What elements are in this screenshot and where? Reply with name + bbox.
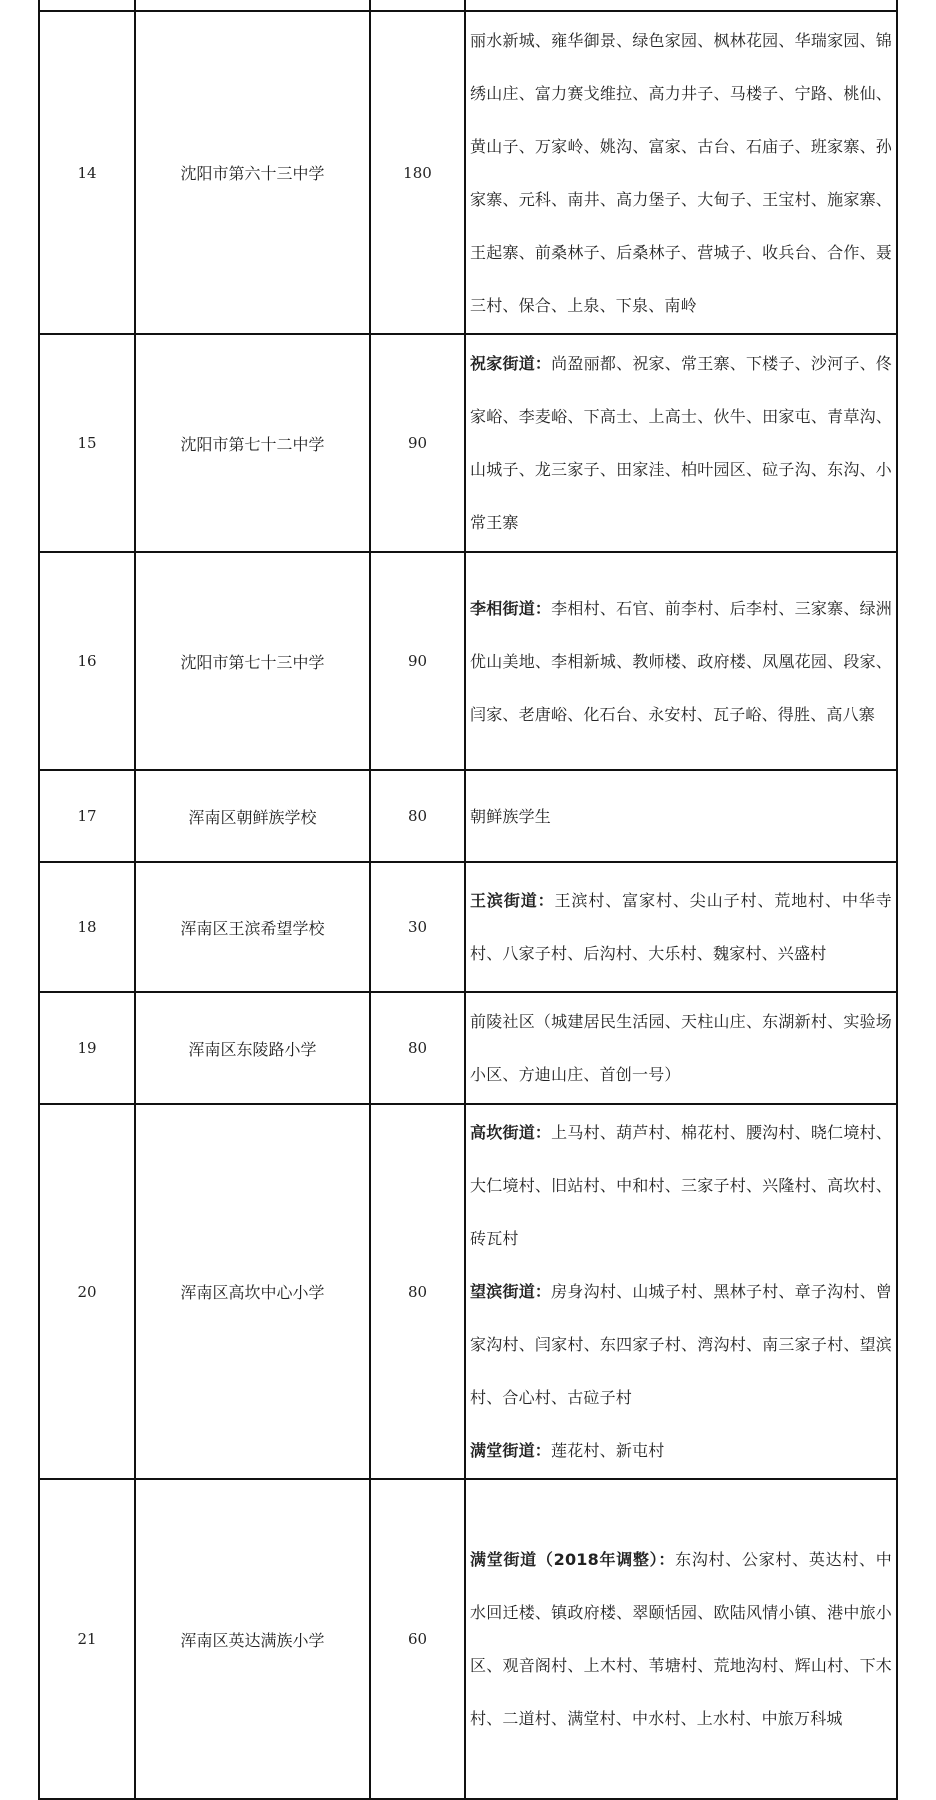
area-text: 上马村、葫芦村、棉花村、腰沟村、晓仁境村、大仁境村、旧站村、中和村、三家子村、兴隆村、高坎村、砖瓦村 — [470, 1123, 892, 1248]
area-cell — [465, 552, 897, 770]
area-text: 尚盈丽都、祝家、常王寨、下楼子、沙河子、佟家峪、李麦峪、下高士、上高士、伙牛、田家屯、青草沟、山城子、龙三家子、田家洼、柏叶园区、砬子沟、东沟、小常王寨 — [470, 354, 892, 532]
school-name: 浑南区王滨希望学校 — [135, 862, 370, 992]
area-label: 满堂街道（2018年调整）： — [470, 1550, 676, 1569]
row-number: 14 — [39, 11, 135, 334]
quota-value: 90 — [370, 552, 465, 770]
quota-value: 180 — [370, 11, 465, 334]
school-name: 浑南区朝鲜族学校 — [135, 770, 370, 862]
table-row — [39, 334, 897, 552]
area-cell — [465, 862, 897, 992]
area-segment — [470, 995, 892, 1101]
area-cell — [465, 770, 897, 862]
area-label: 李相街道： — [470, 598, 552, 618]
area-cell — [465, 334, 897, 552]
table-row — [39, 11, 897, 334]
area-segment — [470, 14, 892, 332]
school-name: 沈阳市第六十三中学 — [135, 11, 370, 334]
area-segment — [470, 874, 892, 980]
table-row — [39, 1479, 897, 1799]
area-text: 李相村、石官、前李村、后李村、三家寨、绿洲优山美地、李相新城、教师楼、政府楼、凤凰花园、段家、闫家、老唐峪、化石台、永安村、瓦子峪、得胜、高八寨 — [470, 598, 892, 724]
quota-value — [370, 0, 465, 11]
area-text: 莲花村、新屯村 — [551, 1441, 665, 1460]
row-number: 18 — [39, 862, 135, 992]
area-text: 朝鲜族学生 — [470, 806, 552, 826]
school-name: 浑南区英达满族小学 — [135, 1479, 370, 1799]
area-segment — [470, 1424, 892, 1477]
area-text: 前陵社区（城建居民生活园、天柱山庄、东湖新村、实验场小区、方迪山庄、首创一号） — [470, 1012, 892, 1084]
quota-value: 80 — [370, 1104, 465, 1479]
row-number: 21 — [39, 1479, 135, 1799]
area-cell — [465, 1479, 897, 1799]
row-number: 15 — [39, 334, 135, 552]
area-label: 望滨街道： — [470, 1282, 552, 1301]
row-number: 17 — [39, 770, 135, 862]
table-row — [39, 0, 897, 11]
school-name: 沈阳市第七十三中学 — [135, 552, 370, 770]
table-row — [39, 862, 897, 992]
row-number: 16 — [39, 552, 135, 770]
quota-value: 90 — [370, 334, 465, 552]
area-cell — [465, 11, 897, 334]
table-row — [39, 552, 897, 770]
area-text: 房身沟村、山城子村、黑林子村、章子沟村、曾家沟村、闫家村、东四家子村、湾沟村、南三家子村、望滨村、合心村、古砬子村 — [470, 1282, 892, 1407]
area-label: 王滨街道： — [470, 891, 555, 910]
quota-value: 80 — [370, 992, 465, 1104]
enrollment-table — [38, 0, 898, 1800]
table-row — [39, 770, 897, 862]
area-cell — [465, 0, 897, 11]
area-label: 祝家街道： — [470, 354, 552, 373]
school-name: 浑南区高坎中心小学 — [135, 1104, 370, 1479]
area-cell — [465, 1104, 897, 1479]
area-text: 丽水新城、雍华御景、绿色家园、枫林花园、华瑞家园、锦绣山庄、富力赛戈维拉、高力井子、马楼子、宁路、桃仙、黄山子、万家岭、姚沟、富家、古台、石庙子、班家寨、孙家寨、元科、南井、高力堡子、大甸子、王宝村、施家寨、王起寨、前桑林子、后桑林子、营城子、收兵台、合作、聂三村、保合、上泉、下泉、南岭 — [470, 30, 892, 315]
area-segment — [470, 1265, 892, 1424]
row-number: 20 — [39, 1104, 135, 1479]
area-text: 东沟村、公家村、英达村、中水回迁楼、镇政府楼、翠颐恬园、欧陆风情小镇、港中旅小区、观音阁村、上木村、苇塘村、荒地沟村、辉山村、下木村、二道村、满堂村、中水村、上水村、中旅万科城 — [470, 1550, 892, 1728]
area-segment — [470, 1106, 892, 1265]
school-name — [135, 0, 370, 11]
area-label: 高坎街道： — [470, 1123, 552, 1142]
area-segment — [470, 337, 892, 549]
quota-value: 60 — [370, 1479, 465, 1799]
area-cell — [465, 992, 897, 1104]
school-name: 沈阳市第七十二中学 — [135, 334, 370, 552]
area-text: 王滨村、富家村、尖山子村、荒地村、中华寺村、八家子村、后沟村、大乐村、魏家村、兴盛村 — [470, 891, 892, 963]
quota-value: 80 — [370, 770, 465, 862]
area-label: 满堂街道： — [470, 1441, 552, 1460]
area-segment — [470, 790, 892, 843]
row-number: 19 — [39, 992, 135, 1104]
school-name: 浑南区东陵路小学 — [135, 992, 370, 1104]
area-segment — [470, 1533, 892, 1745]
table-row — [39, 1104, 897, 1479]
area-segment — [470, 582, 892, 741]
table-row — [39, 992, 897, 1104]
quota-value: 30 — [370, 862, 465, 992]
row-number — [39, 0, 135, 11]
